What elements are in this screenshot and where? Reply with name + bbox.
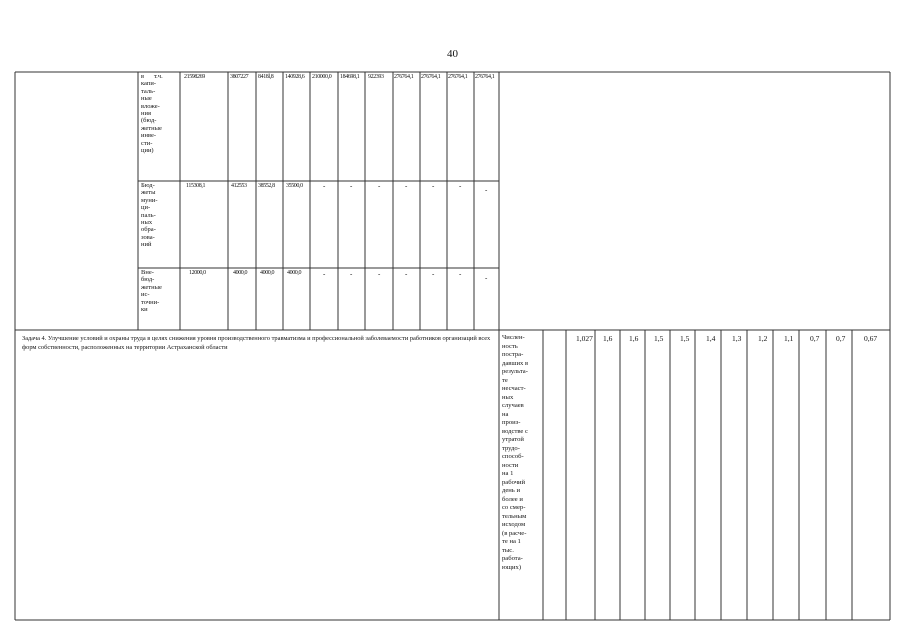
table-cell: -	[459, 270, 462, 278]
table-cell: 412553	[231, 183, 247, 189]
table-cell: 21598269	[184, 74, 205, 80]
table-cell: 12000,0	[189, 270, 206, 276]
table-cell: -	[350, 182, 353, 190]
table-cell: 38552,8	[258, 183, 275, 189]
table-cell: 276764,1	[394, 74, 414, 80]
table-cell: -	[485, 274, 488, 282]
table-cell: -	[378, 182, 381, 190]
indicator-value: 1,6	[603, 334, 613, 343]
table-cell: 210000,0	[312, 74, 332, 80]
indicator-value: 1,2	[758, 334, 768, 343]
indicator-value: 1,1	[784, 334, 794, 343]
table-cell: 8418l,8	[258, 74, 274, 80]
row-label-capital-investments: в т.ч. капи- таль- ные вложе- ния (бюд- жетные инве- сти- ции)	[141, 73, 163, 155]
indicator-value: 1,4	[706, 334, 716, 343]
table-cell: -	[485, 186, 488, 194]
table-cell: 922393	[368, 74, 384, 80]
row-label-extra-budgetary-sources: Вне- бюд- жетные ис- точни- ки	[141, 269, 162, 314]
table-cell: 4000,0	[233, 270, 248, 276]
table-cell: 115308,1	[186, 183, 206, 189]
indicator-value: 0,7	[836, 334, 846, 343]
table-cell: 35500,0	[286, 183, 303, 189]
page-number: 40	[447, 48, 458, 60]
task-4-description: Задача 4. Улучшение условий и охраны труда в целях снижения уровня производственного травматизма и профессиональной заболеваемости работников организаций всех форм собственности, расположенных на территории Астраханской области	[22, 335, 491, 351]
indicator-value: 0,7	[810, 334, 820, 343]
table-cell: 3807227	[230, 74, 249, 80]
table-cell: 276764,1	[475, 74, 495, 80]
table-cell: 4000,0	[287, 270, 302, 276]
table-cell: -	[323, 270, 326, 278]
table-cell: -	[432, 182, 435, 190]
indicator-value: 1,3	[732, 334, 742, 343]
table-cell: 276764,1	[448, 74, 468, 80]
indicator-value: 1,6	[629, 334, 639, 343]
table-cell: -	[378, 270, 381, 278]
table-cell: -	[350, 270, 353, 278]
table-cell: 4000,0	[260, 270, 275, 276]
table-cell: -	[405, 270, 408, 278]
indicator-value: 0,67	[864, 334, 878, 343]
table-cell: 140928,6	[285, 74, 305, 80]
table-cell: 184698,1	[340, 74, 360, 80]
indicator-value: 1,027	[576, 334, 593, 343]
table-cell: -	[405, 182, 408, 190]
indicator-value: 1,5	[680, 334, 690, 343]
row-label-municipal-budgets: Бюд- жеты муни- ци- паль- ных обра- зова- ний	[141, 182, 158, 249]
table-cell: -	[323, 182, 326, 190]
table-cell: -	[432, 270, 435, 278]
indicator-value: 1,5	[654, 334, 664, 343]
table-cell: -	[459, 182, 462, 190]
indicator-label: Числен- ность постра- давших в результа- те несчаст- ных случаев на произ- водстве с утратой трудо- способ- ности на 1 рабочий день и более и со смер- тельным исходом (в расче- те на 1 тыс. работа- ющих)	[502, 334, 529, 571]
table-cell: 276764,1	[421, 74, 441, 80]
